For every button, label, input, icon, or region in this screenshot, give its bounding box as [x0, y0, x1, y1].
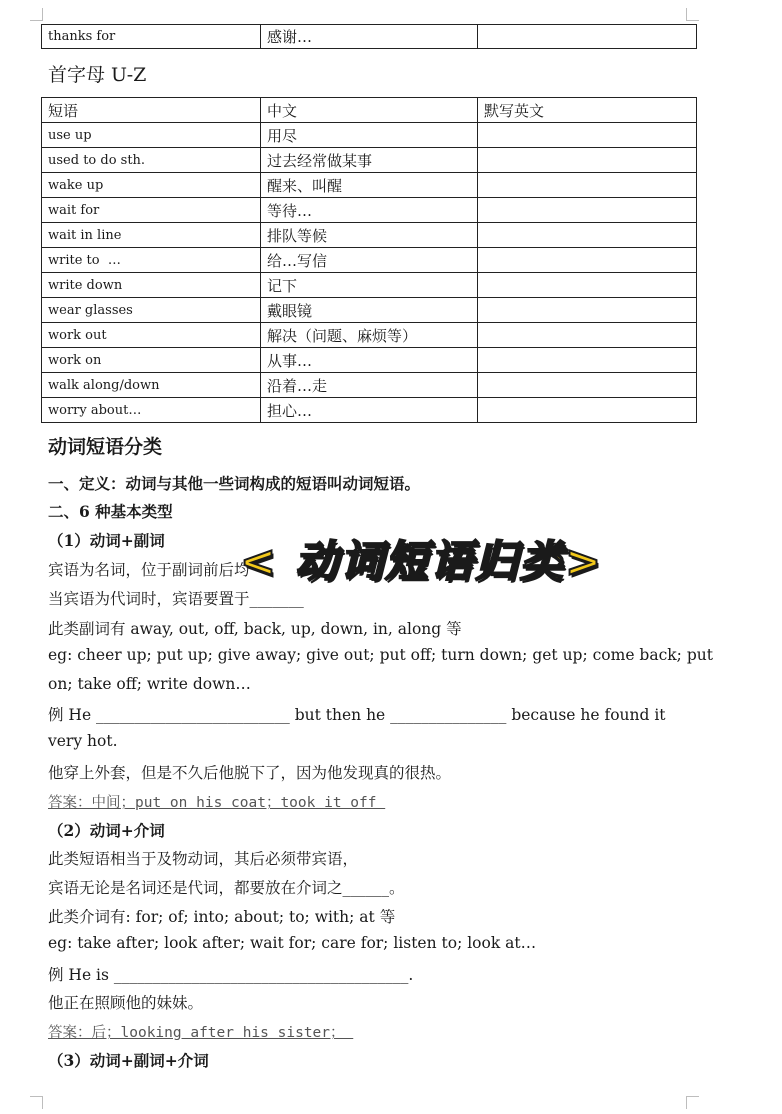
blank-cell[interactable]: [478, 25, 697, 49]
table-row: [42, 223, 697, 248]
meaning-cell: 感谢…: [261, 25, 478, 49]
type1-line: 此类副词有 away, out, off, back, up, down, in, along 等: [48, 620, 462, 638]
dictation-cell[interactable]: [478, 298, 697, 323]
phrase-table: [41, 97, 697, 423]
table-row: [42, 123, 697, 148]
header-phrase: 短语: [42, 98, 261, 123]
table-row: [42, 148, 697, 173]
type1-translation: 他穿上外套，但是不久后他脱下了，因为他发现真的很热。: [48, 764, 452, 782]
table-row: [42, 273, 697, 298]
type1-exercise-line: 例 He _________________________ but then he _______________ because he found it: [48, 706, 666, 724]
table-header-row: [42, 98, 697, 123]
phrase-cell: wait for: [42, 198, 261, 223]
definition-line: 一、定义：动词与其他一些词构成的短语叫动词短语。: [48, 474, 421, 493]
dictation-cell[interactable]: [478, 123, 697, 148]
dictation-cell[interactable]: [478, 198, 697, 223]
dictation-cell[interactable]: [478, 173, 697, 198]
dictation-cell[interactable]: [478, 148, 697, 173]
type2-title: （2）动词+介词: [48, 821, 165, 840]
type1-line: 宾语为名词，位于副词前后均: [48, 561, 250, 579]
table-row: [42, 398, 697, 423]
phrase-cell: thanks for: [42, 25, 261, 49]
phrase-cell: wear glasses: [42, 298, 261, 323]
type2-exercise-line: 例 He is ______________________________________.: [48, 966, 414, 984]
meaning-cell: 给…写信: [261, 248, 478, 273]
meaning-cell: 等待…: [261, 198, 478, 223]
type1-exercise-line: very hot.: [48, 732, 118, 750]
header-dictation: 默写英文: [478, 98, 697, 123]
phrase-cell: work out: [42, 323, 261, 348]
meaning-cell: 醒来、叫醒: [261, 173, 478, 198]
type2-line: 此类短语相当于及物动词，其后必须带宾语，: [48, 850, 359, 868]
table-row: [42, 248, 697, 273]
section-title-u-z: 首字母 U-Z: [48, 64, 147, 86]
table-row: [42, 198, 697, 223]
meaning-cell: 担心…: [261, 398, 478, 423]
phrase-cell: used to do sth.: [42, 148, 261, 173]
types-heading: 二、6 种基本类型: [48, 502, 173, 521]
type1-title: （1）动词+副词: [48, 531, 165, 550]
dictation-cell[interactable]: [478, 373, 697, 398]
phrase-cell: walk along/down: [42, 373, 261, 398]
page-corner-mark: [686, 1096, 699, 1109]
classification-title: 动词短语分类: [48, 436, 163, 458]
type1-example-line: on; take off; write down…: [48, 675, 251, 693]
phrase-cell: worry about…: [42, 398, 261, 423]
type3-title: （3）动词+副词+介词: [48, 1051, 209, 1070]
overlay-banner: < 动词短语归类>: [240, 537, 604, 587]
header-meaning: 中文: [261, 98, 478, 123]
table-row: [42, 298, 697, 323]
table-row: [42, 348, 697, 373]
dictation-cell[interactable]: [478, 223, 697, 248]
meaning-cell: 用尽: [261, 123, 478, 148]
meaning-cell: 记下: [261, 273, 478, 298]
top-table: [41, 24, 697, 49]
meaning-cell: 排队等候: [261, 223, 478, 248]
meaning-cell: 从事…: [261, 348, 478, 373]
table-row: [42, 373, 697, 398]
table-row: [42, 173, 697, 198]
dictation-cell[interactable]: [478, 248, 697, 273]
phrase-cell: write to …: [42, 248, 261, 273]
dictation-cell[interactable]: [478, 348, 697, 373]
phrase-cell: write down: [42, 273, 261, 298]
meaning-cell: 沿着…走: [261, 373, 478, 398]
meaning-cell: 过去经常做某事: [261, 148, 478, 173]
page-corner-mark: [30, 1096, 43, 1109]
page-corner-mark: [30, 8, 43, 21]
type1-answer: 答案：中间；put on his coat；took it off: [48, 795, 386, 811]
type2-example-line: eg: take after; look after; wait for; care for; listen to; look at…: [48, 934, 537, 952]
phrase-cell: wait in line: [42, 223, 261, 248]
table-row: [42, 25, 697, 49]
type2-line: 宾语无论是名词还是代词，都要放在介词之______。: [48, 879, 405, 897]
dictation-cell[interactable]: [478, 398, 697, 423]
type2-translation: 他正在照顾他的妹妹。: [48, 994, 204, 1012]
type2-line: 此类介词有: for; of; into; about; to; with; at 等: [48, 908, 396, 926]
phrase-cell: use up: [42, 123, 261, 148]
page-corner-mark: [686, 8, 699, 21]
phrase-cell: work on: [42, 348, 261, 373]
meaning-cell: 解决（问题、麻烦等）: [261, 323, 478, 348]
type1-example-line: eg: cheer up; put up; give away; give out; put off; turn down; get up; come back; put: [48, 646, 713, 664]
type1-line: 当宾语为代词时，宾语要置于_______: [48, 590, 304, 608]
dictation-cell[interactable]: [478, 323, 697, 348]
type2-answer: 答案：后；looking after his sister；: [48, 1025, 354, 1041]
table-row: [42, 323, 697, 348]
meaning-cell: 戴眼镜: [261, 298, 478, 323]
phrase-cell: wake up: [42, 173, 261, 198]
dictation-cell[interactable]: [478, 273, 697, 298]
